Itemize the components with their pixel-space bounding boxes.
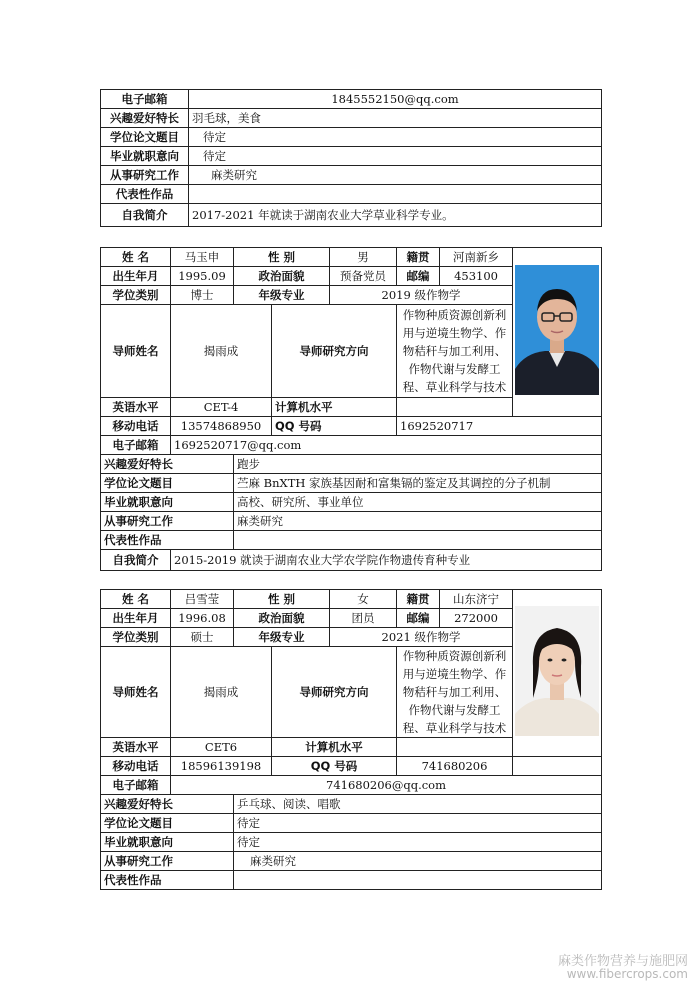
email-row — [101, 90, 602, 109]
hobby-label: 兴趣爱好特长 — [101, 455, 234, 474]
qq-extra-cell — [513, 757, 602, 776]
zip-label: 邮编 — [397, 609, 440, 628]
email-label: 电子邮箱 — [101, 436, 171, 455]
career-label: 毕业就职意向 — [101, 147, 189, 166]
career-label: 毕业就职意向 — [101, 493, 234, 512]
qq-value: 741680206 — [397, 757, 513, 776]
phone-label: 移动电话 — [101, 417, 171, 436]
hobby-label: 兴趣爱好特长 — [101, 795, 234, 814]
thesis-value: 待定 — [189, 128, 602, 147]
research-row — [101, 166, 602, 185]
watermark-url: www.fibercrops.com — [566, 967, 688, 981]
hobby-label: 兴趣爱好特长 — [101, 109, 189, 128]
degree-label: 学位类别 — [101, 628, 171, 647]
degree-value: 硕士 — [171, 628, 234, 647]
gender-label: 性 别 — [234, 248, 330, 267]
phone-value: 18596139198 — [171, 757, 272, 776]
name-value: 吕雪莹 — [171, 590, 234, 609]
origin-label: 籍贯 — [397, 248, 440, 267]
works-label: 代表性作品 — [101, 531, 234, 550]
origin-value: 河南新乡 — [440, 248, 513, 267]
thesis-label: 学位论文题目 — [101, 474, 234, 493]
political-value: 预备党员 — [330, 267, 397, 286]
hobby-value: 跑步 — [234, 455, 602, 474]
intro-value: 2015-2019 就读于湖南农业大学农学院作物遗传育种专业 — [171, 550, 602, 571]
direction-value: 作物种质资源创新利用与逆境生物学、作物秸秆与加工利用、作物代谢与发酵工程、草业科学与技术 — [397, 647, 513, 738]
origin-value: 山东济宁 — [440, 590, 513, 609]
advisor-value: 揭雨成 — [171, 647, 272, 738]
qq-label: QQ 号码 — [272, 757, 397, 776]
career-value: 高校、研究所、事业单位 — [234, 493, 602, 512]
works-row — [101, 185, 602, 204]
computer-label: 计算机水平 — [272, 738, 397, 757]
birth-label: 出生年月 — [101, 267, 171, 286]
works-label: 代表性作品 — [101, 871, 234, 890]
intro-label: 自我简介 — [101, 204, 189, 227]
profile-photo — [515, 265, 599, 399]
profile-photo — [515, 606, 599, 740]
research-value: 麻类研究 — [234, 852, 602, 871]
political-value: 团员 — [330, 609, 397, 628]
email-label: 电子邮箱 — [101, 776, 171, 795]
email-label: 电子邮箱 — [101, 90, 189, 109]
phone-label: 移动电话 — [101, 757, 171, 776]
gender-label: 性 别 — [234, 590, 330, 609]
grade-label: 年级专业 — [234, 628, 330, 647]
career-label: 毕业就职意向 — [101, 833, 234, 852]
works-label: 代表性作品 — [101, 185, 189, 204]
advisor-value: 揭雨成 — [171, 305, 272, 398]
english-label: 英语水平 — [101, 738, 171, 757]
political-label: 政治面貌 — [234, 267, 330, 286]
name-label: 姓 名 — [101, 248, 171, 267]
direction-label: 导师研究方向 — [272, 647, 397, 738]
research-value: 麻类研究 — [234, 512, 602, 531]
hobby-value: 乒乓球、阅读、唱歌 — [234, 795, 602, 814]
birth-label: 出生年月 — [101, 609, 171, 628]
email-value: 1692520717@qq.com — [171, 436, 602, 455]
birth-value: 1996.08 — [171, 609, 234, 628]
name-value: 马玉申 — [171, 248, 234, 267]
gender-value: 男 — [330, 248, 397, 267]
zip-value: 453100 — [440, 267, 513, 286]
works-value — [234, 531, 602, 550]
direction-label: 导师研究方向 — [272, 305, 397, 398]
advisor-label: 导师姓名 — [101, 305, 171, 398]
computer-label: 计算机水平 — [272, 398, 397, 417]
career-value: 待定 — [234, 833, 602, 852]
thesis-value: 苎麻 BnXTH 家族基因耐和富集镉的鉴定及其调控的分子机制 — [234, 474, 602, 493]
computer-value — [397, 398, 513, 417]
hobby-value: 羽毛球，美食 — [189, 109, 602, 128]
political-label: 政治面貌 — [234, 609, 330, 628]
research-label: 从事研究工作 — [101, 166, 189, 185]
qq-label: QQ 号码 — [272, 417, 397, 436]
thesis-label: 学位论文题目 — [101, 128, 189, 147]
email-value: 1845552150@qq.com — [189, 90, 602, 109]
email-value: 741680206@qq.com — [171, 776, 602, 795]
intro-value: 2017-2021 年就读于湖南农业大学草业科学专业。 — [189, 204, 602, 227]
thesis-label: 学位论文题目 — [101, 814, 234, 833]
career-row — [101, 147, 602, 166]
intro-label: 自我简介 — [101, 550, 171, 571]
name-label: 姓 名 — [101, 590, 171, 609]
computer-value — [397, 738, 513, 757]
research-label: 从事研究工作 — [101, 852, 234, 871]
zip-value: 272000 — [440, 609, 513, 628]
photo-cell — [513, 248, 602, 417]
english-value: CET6 — [171, 738, 272, 757]
qq-value: 1692520717 — [397, 417, 602, 436]
career-value: 待定 — [189, 147, 602, 166]
watermark-title: 麻类作物营养与施肥网 — [557, 954, 688, 969]
resume-table-2 — [100, 247, 602, 571]
grade-value: 2021 级作物学 — [330, 628, 513, 647]
birth-value: 1995.09 — [171, 267, 234, 286]
resume-table-3 — [100, 589, 602, 890]
direction-value: 作物种质资源创新利用与逆境生物学、作物秸秆与加工利用、作物代谢与发酵工程、草业科学与技术 — [397, 305, 513, 398]
english-label: 英语水平 — [101, 398, 171, 417]
zip-label: 邮编 — [397, 267, 440, 286]
gender-value: 女 — [330, 590, 397, 609]
grade-label: 年级专业 — [234, 286, 330, 305]
grade-value: 2019 级作物学 — [330, 286, 513, 305]
origin-label: 籍贯 — [397, 590, 440, 609]
english-value: CET-4 — [171, 398, 272, 417]
degree-value: 博士 — [171, 286, 234, 305]
degree-label: 学位类别 — [101, 286, 171, 305]
thesis-row — [101, 128, 602, 147]
works-value — [189, 185, 602, 204]
advisor-label: 导师姓名 — [101, 647, 171, 738]
intro-row — [101, 204, 602, 227]
research-label: 从事研究工作 — [101, 512, 234, 531]
works-value — [234, 871, 602, 890]
research-value: 麻类研究 — [189, 166, 602, 185]
phone-value: 13574868950 — [171, 417, 272, 436]
photo-cell — [513, 590, 602, 757]
hobby-row — [101, 109, 602, 128]
resume-table-1 — [100, 89, 602, 227]
thesis-value: 待定 — [234, 814, 602, 833]
